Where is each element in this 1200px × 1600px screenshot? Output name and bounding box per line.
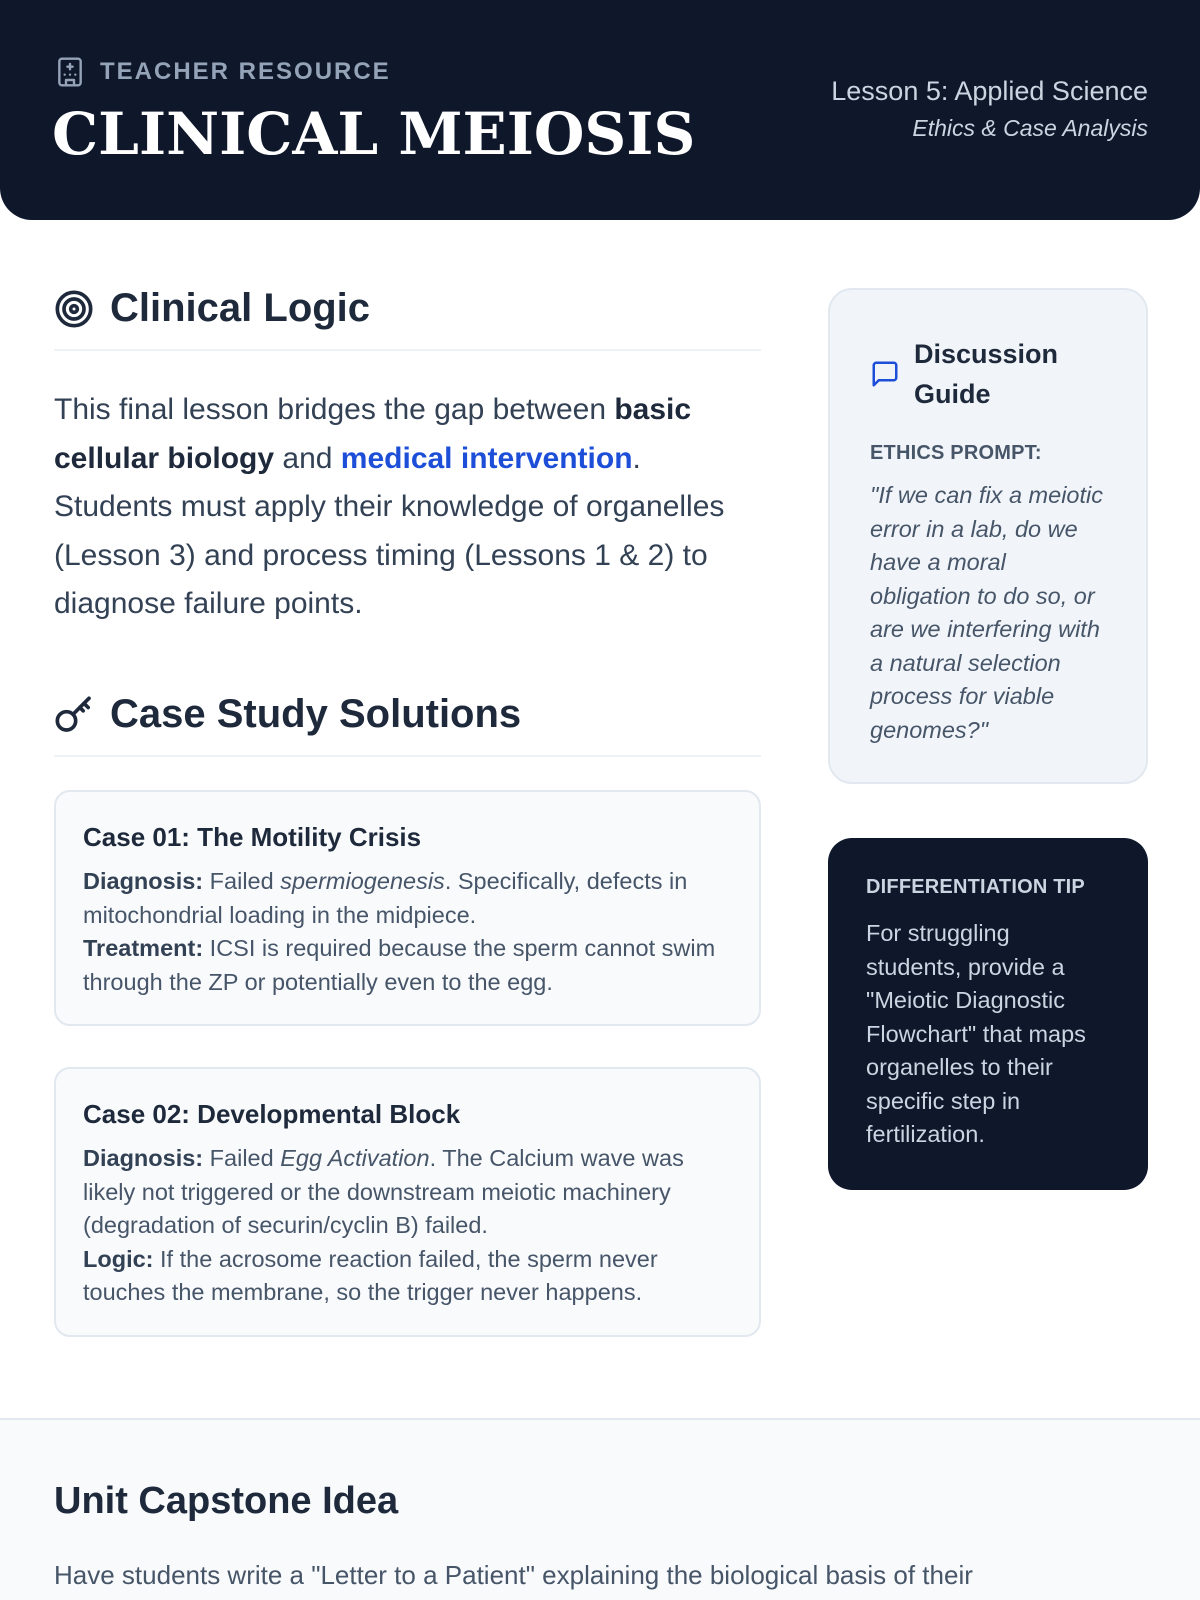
case-logic xyxy=(83,1243,733,1310)
ethics-label: ETHICS PROMPT: xyxy=(870,442,1042,464)
case-text: If the acrosome reaction failed, the sperm never touches the membrane, so the trigger never happens. xyxy=(83,1245,658,1305)
differentiation-tip-card xyxy=(828,838,1148,1190)
discussion-guide-card xyxy=(828,288,1148,784)
case-text: ICSI is required because the sperm cannot swim through the ZP or potentially even to the egg. xyxy=(83,935,716,995)
page-title: CLINICAL MEIOSIS xyxy=(52,100,696,168)
lesson-title: Lesson 5: Applied Science xyxy=(831,76,1148,106)
eyebrow xyxy=(54,56,391,88)
hospital-icon xyxy=(54,56,86,88)
section-title: Clinical Logic xyxy=(110,286,371,330)
case-card xyxy=(54,1067,761,1337)
ethics-quote: "If we can fix a meiotic error in a lab, do we have a moral obligation to do so, or are we interfering with a natural selection process for viable genomes?" xyxy=(870,482,1103,743)
case-label: Treatment: xyxy=(83,935,204,961)
lesson-subtitle: Ethics & Case Analysis xyxy=(912,115,1148,141)
discussion-heading xyxy=(870,334,1106,414)
intro-paragraph xyxy=(54,386,754,629)
discussion-title: Discussion Guide xyxy=(914,339,1059,409)
capstone-section xyxy=(0,1418,1200,1600)
case-label: Diagnosis: xyxy=(83,868,204,894)
case-label: Logic: xyxy=(83,1245,154,1272)
target-icon xyxy=(54,289,94,329)
eyebrow-label: TEACHER RESOURCE xyxy=(100,58,391,85)
tip-text: For struggling students, provide a "Meiotic Diagnostic Flowchart" that maps organelles to their specific step in fertilization. xyxy=(866,920,1086,1147)
intro-text: This final lesson bridges the gap between xyxy=(54,393,615,426)
case-term: spermiogenesis xyxy=(280,868,445,894)
case-card xyxy=(54,790,761,1026)
case-title: Case 01: The Motility Crisis xyxy=(83,822,422,852)
capstone-title: Unit Capstone Idea xyxy=(54,1480,399,1522)
case-text: . The Calcium wave was likely not triggered or the downstream meiotic machinery (degradation of securin/cyclin B) failed. xyxy=(83,1145,684,1238)
message-square-icon xyxy=(870,359,900,389)
case-title: Case 02: Developmental Block xyxy=(83,1099,461,1129)
case-treatment xyxy=(83,932,733,999)
intro-text: . Students must apply their knowledge of organelles (Lesson 3) and process timing (Lessons 1 & 2) to diagnose failure points. xyxy=(54,441,725,620)
lesson-info xyxy=(831,76,1148,142)
key-icon xyxy=(54,695,94,735)
case-text: . Specifically, defects in mitochondrial loading in the midpiece. xyxy=(83,868,688,928)
clinical-logic-heading xyxy=(54,286,761,351)
case-text: Failed xyxy=(203,1145,281,1171)
section-title: Case Study Solutions xyxy=(110,692,522,736)
case-label: Diagnosis: xyxy=(83,1145,204,1171)
case-term: Egg Activation xyxy=(280,1145,430,1171)
case-diagnosis xyxy=(83,865,733,932)
intro-text: and xyxy=(274,441,341,475)
tip-label: DIFFERENTIATION TIP xyxy=(866,876,1085,898)
intro-accent-text: medical intervention xyxy=(340,441,633,475)
intro-bold-text: basic cellular biology xyxy=(54,393,692,475)
case-diagnosis xyxy=(83,1142,733,1243)
case-studies-heading xyxy=(54,692,761,757)
page-header xyxy=(0,0,1200,220)
capstone-text: Have students write a "Letter to a Patient" explaining the biological basis of their xyxy=(54,1560,973,1590)
case-text: Failed xyxy=(203,868,281,894)
